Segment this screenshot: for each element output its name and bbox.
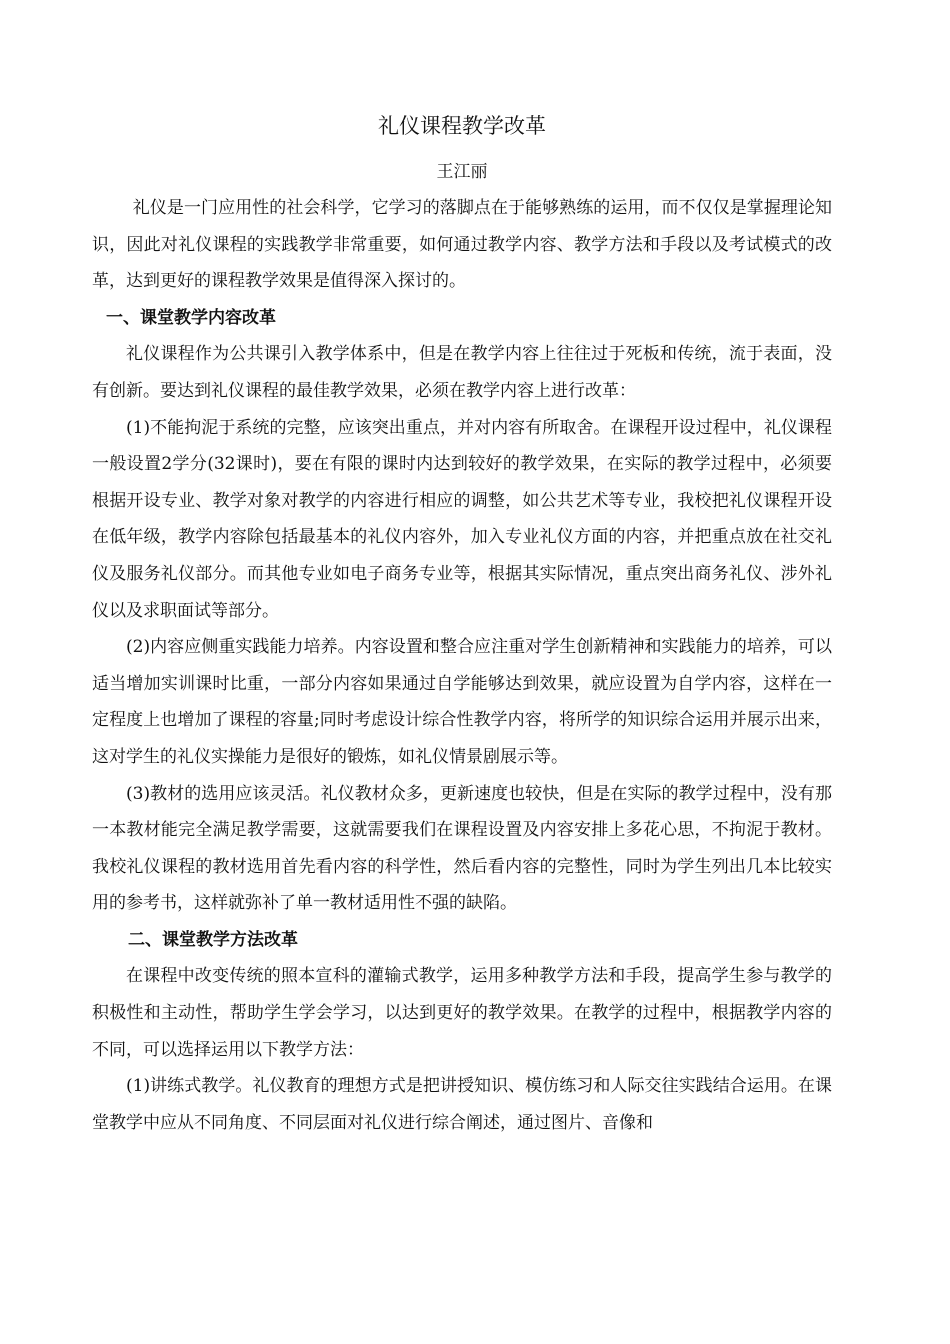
section-1-paragraph-1: 礼仪课程作为公共课引入教学体系中，但是在教学内容上往往过于死板和传统，流于表面，没有创新。要达到礼仪课程的最佳教学效果，必须在教学内容上进行改革： [92, 344, 832, 401]
section-2-paragraph-1: 在课程中改变传统的照本宣科的灌输式教学，运用多种教学方法和手段，提高学生参与教学的积极性和主动性，帮助学生学会学习，以达到更好的教学效果。在教学的过程中，根据教学内容的不同，可以选择运用以下教学方法： [92, 966, 832, 1060]
document-page [92, 108, 832, 1141]
section-2-heading: 二、课堂教学方法改革 [128, 929, 298, 950]
document-title: 礼仪课程教学改革 [378, 114, 546, 138]
intro-paragraph: 礼仪是一门应用性的社会科学，它学习的落脚点在于能够熟练的运用，而不仅仅是掌握理论知识，因此对礼仪课程的实践教学非常重要，如何通过教学内容、教学方法和手段以及考试模式的改革，达到更好的课程教学效果是值得深入探讨的。 [92, 198, 832, 292]
section-1-paragraph-3: (2)内容应侧重实践能力培养。内容设置和整合应注重对学生创新精神和实践能力的培养，可以适当增加实训课时比重，一部分内容如果通过自学能够达到效果，就应设置为自学内容，这样在一定程度上也增加了课程的容量;同时考虑设计综合性教学内容，将所学的知识综合运用并展示出来，这对学生的礼仪实操能力是很好的锻炼，如礼仪情景剧展示等。 [92, 637, 832, 767]
section-1-paragraph-2: (1)不能拘泥于系统的完整，应该突出重点，并对内容有所取舍。在课程开设过程中，礼仪课程一般设置2学分(32课时)，要在有限的课时内达到较好的教学效果，在实际的教学过程中，必须要根据开设专业、教学对象对教学的内容进行相应的调整，如公共艺术等专业，我校把礼仪课程开设在低年级，教学内容除包括最基本的礼仪内容外，加入专业礼仪方面的内容，并把重点放在社交礼仪及服务礼仪部分。而其他专业如电子商务专业等，根据其实际情况，重点突出商务礼仪、涉外礼仪以及求职面试等部分。 [92, 417, 832, 621]
section-1-paragraph-4: (3)教材的选用应该灵活。礼仪教材众多，更新速度也较快，但是在实际的教学过程中，没有那一本教材能完全满足教学需要，这就需要我们在课程设置及内容安排上多花心思，不拘泥于教材。我校礼仪课程的教材选用首先看内容的科学性，然后看内容的完整性，同时为学生列出几本比较实用的参考书，这样就弥补了单一教材适用性不强的缺陷。 [92, 783, 832, 914]
section-1-heading: 一、课堂教学内容改革 [106, 307, 276, 328]
document-author: 王江丽 [436, 162, 488, 182]
section-2-paragraph-2: (1)讲练式教学。礼仪教育的理想方式是把讲授知识、模仿练习和人际交往实践结合运用。在课堂教学中应从不同角度、不同层面对礼仪进行综合阐述，通过图片、音像和 [92, 1076, 832, 1133]
